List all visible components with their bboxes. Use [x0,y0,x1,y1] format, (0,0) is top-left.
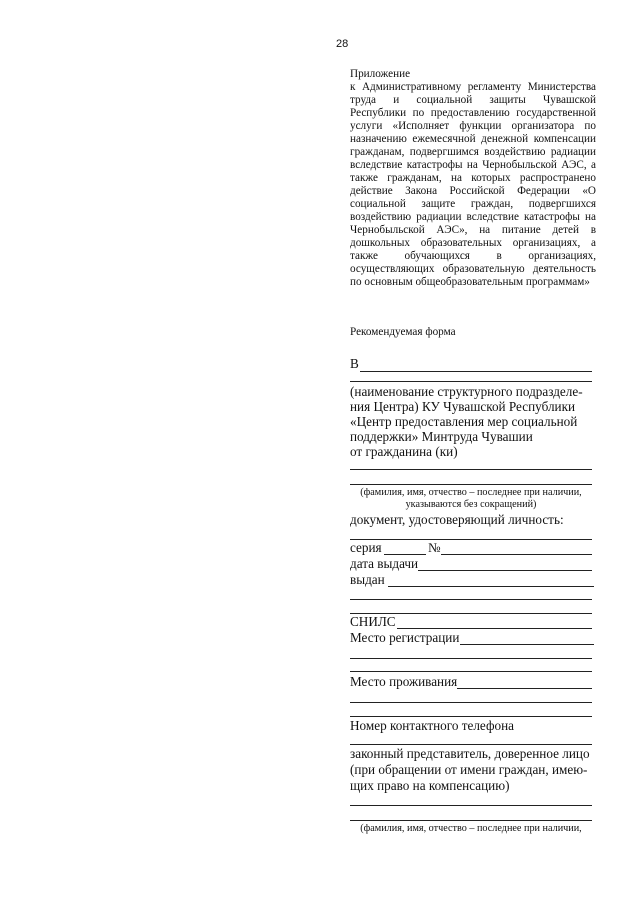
issued-by-field[interactable] [388,586,594,587]
applicant-name-line-1[interactable] [350,469,592,470]
registration-field[interactable] [460,644,594,645]
registration-line-2[interactable] [350,658,592,659]
representative-name-line-2[interactable] [350,820,592,821]
registration-line-3[interactable] [350,671,592,672]
fio-note-2: указываются без сокращений) [405,499,537,510]
to-prefix: В [350,356,359,371]
department-note-4: поддержки» Минтруда Чувашии [350,429,533,444]
recipient-line-2[interactable] [350,381,592,382]
snils-label: СНИЛС [350,614,396,629]
issued-by-line-2[interactable] [350,599,592,600]
recipient-line[interactable] [360,371,592,372]
number-field[interactable] [441,554,592,555]
registration-label: Место регистрации [350,630,460,645]
issue-date-field[interactable] [418,570,592,571]
phone-label: Номер контактного телефона [350,718,514,733]
department-note-2: ния Центра) КУ Чувашской Республики [350,399,576,414]
appendix-heading: Приложение [350,68,411,80]
residence-label: Место проживания [350,674,458,689]
phone-field[interactable] [350,744,592,745]
residence-field[interactable] [457,688,592,689]
number-label: № [428,540,441,555]
appendix-text: к Административному регламенту Министерства труда и социальной защиты Чувашской Республики по предоставлению государственной услуги «Исполняет функции организатора по назначению ежемесячной денежной компенсации гражданам, подвергшимся воздействию радиации вследствие катастрофы на Чернобыльской АЭС, а также гражданам, на которых распространено действие Закона Российской Федерации «О социальной защите граждан, подвергшихся воздействию радиации вследствие катастрофы на Чернобыльской АЭС», на питание детей в дошкольных образовательных организациях, а также обучающихся в организациях, осуществляющих образовательную деятельность по основным общеобразовательным программам» [350,81,596,288]
fio-note-1: (фамилия, имя, отчество – последнее при наличии, [360,487,582,498]
residence-line-3[interactable] [350,716,592,717]
identity-doc-label: документ, удостоверяющий личность: [350,512,564,527]
series-field[interactable] [384,554,426,555]
page-number: 28 [336,38,349,50]
from-citizen-label: от гражданина (ки) [350,444,458,459]
representative-1: законный представитель, доверенное лицо [350,746,590,761]
representative-name-line-1[interactable] [350,805,592,806]
identity-doc-line[interactable] [350,539,592,540]
residence-line-2[interactable] [350,702,592,703]
applicant-name-line-2[interactable] [350,484,592,485]
department-note-3: «Центр предоставления мер социальной [350,414,578,429]
representative-3: щих право на компенсацию) [350,778,510,793]
snils-field[interactable] [397,628,592,629]
recommended-form-label: Рекомендуемая форма [350,326,456,338]
issue-date-label: дата выдачи [350,556,419,571]
representative-2: (при обращении от имени граждан, имею- [350,762,588,777]
issued-by-label: выдан [350,572,385,587]
fio-note-bottom: (фамилия, имя, отчество – последнее при наличии, [360,823,582,834]
department-note-1: (наименование структурного подразделе- [350,384,583,399]
series-label: серия [350,540,382,555]
